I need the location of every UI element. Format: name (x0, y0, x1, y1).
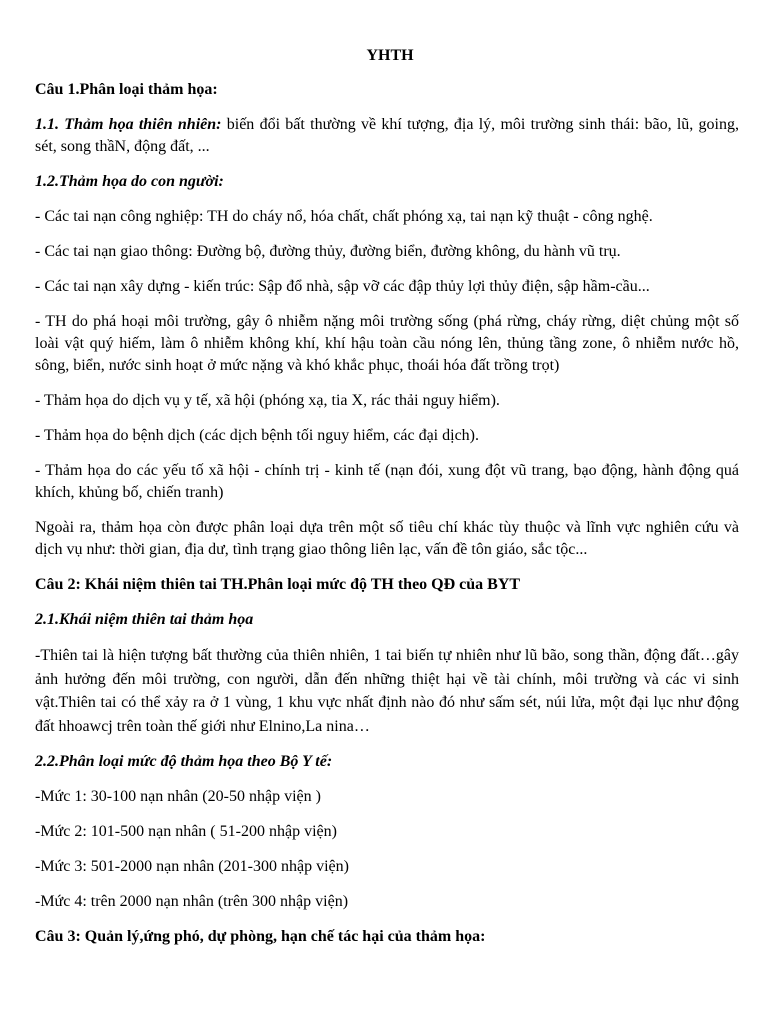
section-2-1-text: -Thiên tai là hiện tượng bất thường của thiên nhiên, 1 tai biến tự nhiên như lũ bão, song thần, động đất…gây ảnh hưởng đến môi trường, con người, dẫn đến những thiệt hại về tài chính, môi trường và các vi sinh vật.Thiên tai có thể xảy ra ở 1 vùng, 1 khu vực nhất định nào đó như sấm sét, núi lửa, một đại lục như động đất hhoawcj trên toàn thế giới như Elnino,La nina… (35, 647, 739, 735)
section-2-1-heading: 2.1.Khái niệm thiên tai thảm họa (35, 611, 254, 628)
section-1-2-item-industrial: - Các tai nạn công nghiệp: TH do cháy nổ, hóa chất, chất phóng xạ, tai nạn kỹ thuật - công nghệ. (35, 208, 653, 225)
question-2-heading: Câu 2: Khái niệm thiên tai TH.Phân loại mức độ TH theo QĐ của BYT (35, 576, 521, 593)
question-3-heading: Câu 3: Quản lý,ứng phó, dự phòng, hạn chế tác hại của thảm họa: (35, 928, 486, 945)
question-1-heading: Câu 1.Phân loại thảm họa: (35, 81, 218, 98)
section-1-2-item-environment: - TH do phá hoại môi trường, gây ô nhiễm nặng môi trường sống (phá rừng, cháy rừng, diệt chủng một số loài vật quý hiếm, làm ô nhiễm không khí, khí hậu toàn cầu nóng lên, thủng tầng zone, ô nhiễm nước hồ, sông, biển, nước sinh hoạt ở mức nặng và khó khắc phục, thoái hóa đất trồng trọt) (35, 313, 739, 374)
level-4-item: -Mức 4: trên 2000 nạn nhân (trên 300 nhập viện) (35, 893, 349, 910)
section-1-1-text: biến đổi bất thường về khí tượng, địa lý, môi trường sinh thái: bão, lũ, going, sét, song thầN, động đất, ... (35, 116, 740, 155)
section-1-1-paragraph (35, 114, 739, 158)
section-1-2-note: Ngoài ra, thảm họa còn được phân loại dựa trên một số tiêu chí khác tùy thuộc và lĩnh vực nghiên cứu và dịch vụ như: thời gian, địa dư, tình trạng giao thông liên lạc, vấn đề tôn giáo, sắc tộc... (35, 519, 739, 558)
level-3-item: -Mức 3: 501-2000 nạn nhân (201-300 nhập viện) (35, 858, 349, 875)
section-1-2-heading: 1.2.Thảm họa do con người: (35, 173, 224, 190)
section-1-1-lead: 1.1. Thảm họa thiên nhiên: (35, 116, 222, 133)
section-1-2-item-socio-political: - Thảm họa do các yếu tố xã hội - chính trị - kinh tế (nạn đói, xung đột vũ trang, bạo động, hành động quá khích, khủng bố, chiến tranh) (35, 462, 739, 501)
level-2-item: -Mức 2: 101-500 nạn nhân ( 51-200 nhập viện) (35, 823, 337, 840)
document-title: YHTH (366, 47, 414, 64)
section-1-2-item-health-services: - Thảm họa do dịch vụ y tế, xã hội (phóng xạ, tia X, rác thải nguy hiểm). (35, 392, 500, 409)
section-1-2-item-construction: - Các tai nạn xây dựng - kiến trúc: Sập đổ nhà, sập vỡ các đập thủy lợi thủy điện, sập hầm-cầu... (35, 278, 650, 295)
section-2-2-heading: 2.2.Phân loại mức độ thảm họa theo Bộ Y tế: (35, 753, 333, 770)
section-1-2-item-epidemic: - Thảm họa do bệnh dịch (các dịch bệnh tối nguy hiểm, các đại dịch). (35, 427, 479, 444)
section-1-2-item-traffic: - Các tai nạn giao thông: Đường bộ, đường thủy, đường biển, đường không, du hành vũ trụ. (35, 243, 621, 260)
level-1-item: -Mức 1: 30-100 nạn nhân (20-50 nhập viện ) (35, 788, 321, 805)
